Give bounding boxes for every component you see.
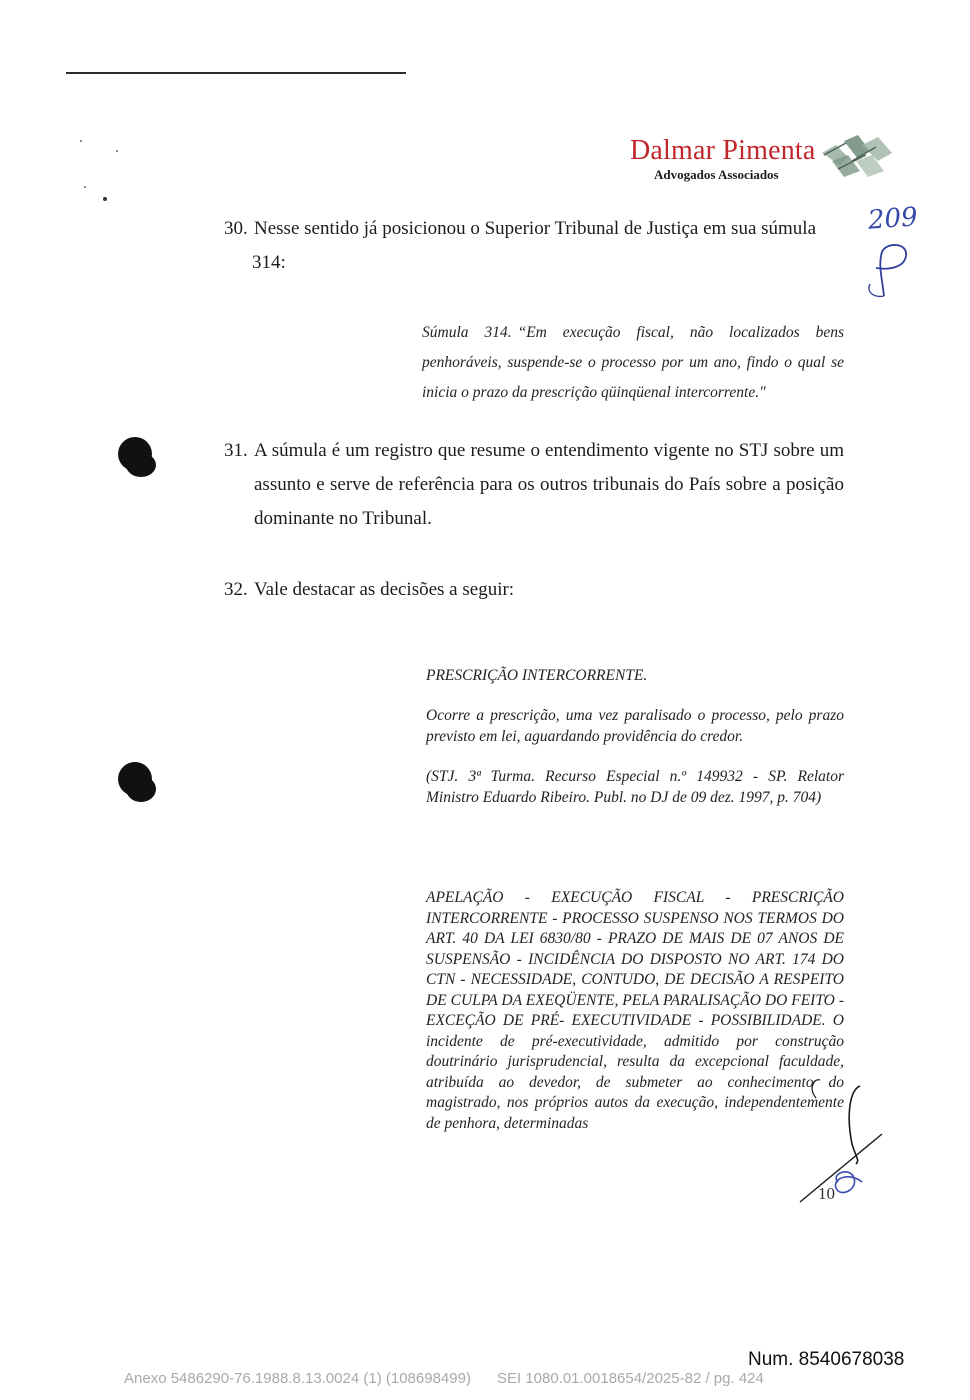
page-number: 10 xyxy=(818,1184,835,1203)
paragraph-text: A súmula é um registro que resume o entendimento vigente no STJ sobre um assunto e serve de referência para os outros tribunais do País sobre a posição dominante no Tribunal. xyxy=(254,440,844,529)
footer-line xyxy=(124,1370,924,1387)
paragraph-number: 30. xyxy=(224,218,248,239)
handwritten-initial-icon xyxy=(862,238,922,300)
firm-logo-icon xyxy=(818,131,896,183)
decision-1-title: PRESCRIÇÃO INTERCORRENTE. xyxy=(426,667,648,684)
paragraph-30 xyxy=(224,212,844,280)
footer-anexo: Anexo 5486290-76.1988.8.13.0024 (1) (108698499) xyxy=(124,1370,471,1387)
decision-2-text: APELAÇÃO - EXECUÇÃO FISCAL - PRESCRIÇÃO INTERCORRENTE - PROCESSO SUSPENSO NOS TERMOS DO ART. 40 DA LEI 6830/80 - PRAZO DE MAIS DE 07 ANOS DE SUSPENSÃO - INCIDÊNCIA DO DISPOSTO NO ART. 174 DO CTN - NECESSIDADE, CONTUDO, DE DECISÃO A RESPEITO DE CULPA DA EXEQÜENTE, PELA PARALISAÇÃO DO FEITO - EXCEÇÃO DE PRÉ- EXECUTIVIDADE - POSSIBILIDADE. O incidente de pré-executividade, admitido por construção doutrinário jurisprudencial, resulta da excepcional faculdade, atribuída ao devedor, de submeter ao conhecimento do magistrado, nos próprios autos da execução, independentemente de penhora, determinadas xyxy=(426,889,844,1132)
paragraph-text: Vale destacar as decisões a seguir: xyxy=(254,579,515,600)
handwritten-page-mark: 209 xyxy=(867,202,919,236)
pen-bracket-mark-icon xyxy=(790,1074,890,1214)
brand-name: Dalmar Pimenta xyxy=(630,135,816,166)
document-number: Num. 8540678038 xyxy=(748,1349,905,1370)
sumula-quote xyxy=(422,318,844,408)
paragraph-continuation: 314: xyxy=(252,252,286,273)
scan-speck xyxy=(103,197,107,201)
paragraph-31 xyxy=(224,434,844,536)
paragraph-number: 31. xyxy=(224,440,248,461)
scan-speck xyxy=(80,140,82,142)
paragraph-text: Nesse sentido já posicionou o Superior Tribunal de Justiça em sua súmula xyxy=(254,218,817,239)
binder-hole xyxy=(126,776,156,802)
sumula-reference: Súmula 314. xyxy=(422,324,512,341)
paragraph-number: 32. xyxy=(224,579,248,600)
decision-1-body: Ocorre a prescrição, uma vez paralisado o processo, pelo prazo previsto em lei, aguardando providência do credor. xyxy=(426,707,844,745)
scan-speck xyxy=(84,186,86,188)
top-rule xyxy=(66,72,406,74)
decision-1-citation: (STJ. 3ª Turma. Recurso Especial n.º 149932 - SP. Relator Ministro Eduardo Ribeiro. Publ. no DJ de 09 dez. 1997, p. 704) xyxy=(426,768,844,806)
paragraph-32 xyxy=(224,573,844,607)
letterhead xyxy=(630,136,816,183)
scan-speck xyxy=(116,150,118,152)
binder-hole xyxy=(126,453,156,477)
brand-subtitle: Advogados Associados xyxy=(654,167,779,182)
sumula-text: “Em execução fiscal, não localizados bens penhoráveis, suspende-se o processo por um ano, findo o qual se inicia o prazo da prescrição qüinqüenal intercorrente." xyxy=(422,324,844,401)
footer-sei: SEI 1080.01.0018654/2025-82 / pg. 424 xyxy=(496,1370,764,1387)
